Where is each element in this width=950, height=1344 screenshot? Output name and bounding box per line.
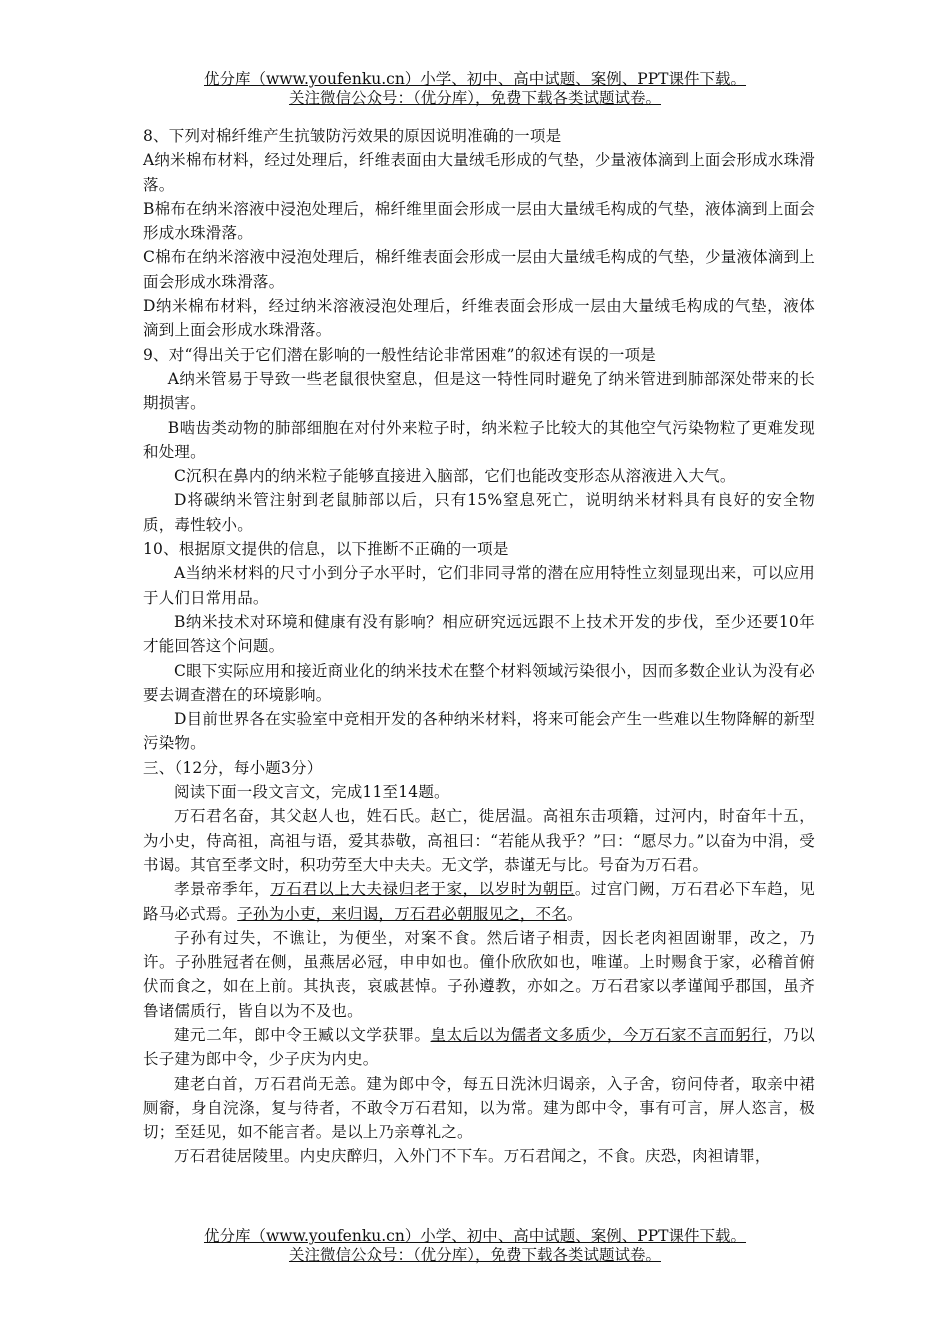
para2-text-b: 。过宫门阙，万石君必下车趋，见路马必式焉。 — [143, 880, 815, 923]
section3-instruction: 阅读下面一段文言文，完成11至14题。 — [174, 783, 450, 802]
para4-text-b: ，乃以长子建为郎中令，少子庆为内史。 — [143, 1025, 816, 1069]
q10-stem: 10、根据原文提供的信息，以下推断不正确的一项是 — [143, 540, 509, 559]
section3-heading: 三、（12分，每小题3分） — [143, 758, 323, 777]
q9-option-d: D将碳纳米管注射到老鼠肺部以后，只有15%窒息死亡，说明纳米材料具有良好的安全物质，毒性较小。 — [143, 491, 815, 534]
q10-option-c: C眼下实际应用和接近商业化的纳米技术在整个材料领域污染很小，因而多数企业认为没有必要去调查潜在的环境影响。 — [143, 661, 815, 704]
q8-option-c: C棉布在纳米溶液中浸泡处理后，棉纤维表面会形成一层由大量绒毛构成的气垫，少量液体滴到上面会形成水珠滑落。 — [143, 248, 815, 291]
q9-option-a: A纳米管易于导致一些老鼠很快窒息，但是这一特性同时避免了纳米管进到肺部深处带来的长期损害。 — [143, 369, 815, 413]
q10-option-a: A当纳米材料的尺寸小到分子水平时，它们非同寻常的潜在应用特性立刻显现出来，可以应用于人们日常用品。 — [143, 564, 815, 607]
q10-option-d: D目前世界各在实验室中竞相开发的各种纳米材料，将来可能会产生一些难以生物降解的新型污染物。 — [143, 710, 815, 753]
q10-option-b: B纳米技术对环境和健康有没有影响？相应研究远远跟不上技术开发的步伐，至少还要10年才能回答这个问题。 — [143, 612, 815, 656]
q8-stem: 8、下列对棉纤维产生抗皱防污效果的原因说明准确的一项是 — [143, 127, 562, 145]
passage-paragraph-4 — [143, 1023, 815, 1072]
passage-paragraph-1: 万石君名奋，其父赵人也，姓石氏。赵亡，徙居温。高祖东击项籍，过河内，时奋年十五，为小史，侍高祖，高祖与语，爱其恭敬，高祖曰：“若能从我乎？”曰：“愿尽力。”以奋为中涓，受书谒。其官至孝文时，积功劳至大中夫夫。无文学，恭谨无与比。号奋为万石君。 — [143, 807, 815, 874]
footer-line-2: 关注微信公众号：（优分库），免费下载各类试题试卷。 — [288, 1246, 661, 1264]
underlined-sentence-3: 皇太后以为儒者文多质少，今万石家不言而躬行 — [430, 1025, 768, 1044]
para2-text-a: 孝景帝季年， — [174, 880, 271, 899]
para4-text-a: 建元二年，郎中令王臧以文学获罪。 — [174, 1025, 431, 1044]
header-line-2: 关注微信公众号：（优分库），免费下载各类试题试卷。 — [288, 89, 661, 107]
underlined-sentence-1: 万石君以上大夫禄归老于家，以岁时为朝臣 — [270, 880, 575, 899]
header-banner — [0, 70, 950, 108]
q9-option-b: B啮齿类动物的肺部细胞在对付外来粒子时，纳米粒子比较大的其他空气污染物粒了更难发现和处理。 — [143, 418, 815, 461]
underlined-sentence-2: 子孙为小吏，来归谒，万石君必朝服见之，不名 — [237, 904, 567, 923]
header-line-1: 优分库（www.youfenku.cn）小学、初中、高中试题、案例、PPT课件下载。 — [203, 70, 747, 88]
q8-option-d: D纳米棉布材料，经过纳米溶液浸泡处理后，纤维表面会形成一层由大量绒毛构成的气垫，液体滴到上面会形成水珠滑落。 — [143, 297, 815, 340]
para2-text-c: 。 — [566, 904, 583, 923]
q9-stem: 9、对“得出关于它们潜在影响的一般性结论非常困难”的叙述有误的一项是 — [143, 345, 657, 364]
document-body — [143, 124, 815, 1169]
passage-paragraph-6: 万石君徒居陵里。内史庆醉归，入外门不下车。万石君闻之，不食。庆恐，肉袒请罪， — [174, 1147, 771, 1166]
passage-paragraph-2 — [143, 877, 815, 926]
q8-option-a: A纳米棉布材料，经过处理后，纤维表面由大量绒毛形成的气垫，少量液体滴到上面会形成水珠滑落。 — [143, 151, 815, 194]
q9-option-c: C沉积在鼻内的纳米粒子能够直接进入脑部，它们也能改变形态从溶液进入大气。 — [174, 467, 736, 486]
passage-paragraph-5: 建老白首，万石君尚无恙。建为郎中令，每五日洗沐归谒亲，入子舍，窃问侍者，取亲中裙厕窬，身自浣涤，复与待者，不敢令万石君知，以为常。建为郎中令，事有可言，屏人恣言，极切；至廷见，如不能言者。是以上乃亲尊礼之。 — [143, 1074, 815, 1142]
footer-line-1: 优分库（www.youfenku.cn）小学、初中、高中试题、案例、PPT课件下载。 — [203, 1227, 747, 1245]
q8-option-b: B棉布在纳米溶液中浸泡处理后，棉纤维里面会形成一层由大量绒毛构成的气垫，液体滴到上面会形成水珠滑落。 — [143, 199, 815, 243]
passage-paragraph-3: 子孙有过失，不谯让，为便坐，对案不食。然后诸子相责，因长老肉袒固谢罪，改之，乃许。子孙胜冠者在侧，虽燕居必冠，申申如也。僮仆欣欣如也，唯谨。上时赐食于家，必稽首俯伏而食之，如在上前。其执丧，哀戚甚悼。子孙遵教，亦如之。万石君家以孝谨闻乎郡国，虽齐鲁诸儒质行，皆自以为不及也。 — [143, 928, 815, 1020]
footer-banner — [0, 1227, 950, 1265]
